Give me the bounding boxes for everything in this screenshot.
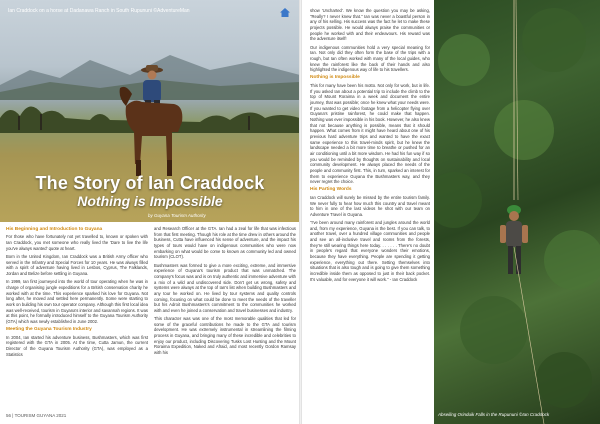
section-heading: Meeting the Guyana Tourism Industry [6, 327, 92, 333]
photo-caption: Abseiling Orinduik Falls in the Rupununi ©Ian Craddock [438, 412, 550, 417]
paragraph: Ian Craddock will surely be missed by the entire tourism family. We never fully to hear how much this country and travel meant to him in one of the last videos he shot with our team on Adventure Travel in Guyana. [310, 194, 430, 217]
horse-rider-figure [112, 62, 192, 182]
left-columns [6, 226, 296, 411]
paragraph: and Research Officer at the GTA. Ian had a zeal for life that was infectious from that first meeting. Though his role at the time drew in others around the business, Cutta have influenced his sense of adventure, and the impact his types of tours would have on indigenous communities who were now embarking on what would be come to known as community led and owned tourism (CLOT). [154, 226, 296, 260]
paragraph: Born in the United Kingdom, Ian Craddock was a British Army officer who served in the Infantry and Special Forces for 10 years. He was always filled with a spirit of adventure having lived in Lesbos, Cyprus, The Falklands, Jordan and Belize before settling in Guyana. [6, 253, 148, 276]
page-spine [299, 0, 302, 424]
byline: by Guyana Tourism Authority [148, 213, 206, 218]
abseiling-photo [434, 0, 600, 424]
home-icon[interactable] [280, 8, 290, 17]
article-title: The Story of Ian Craddock [35, 173, 265, 193]
hero-photo [0, 0, 300, 222]
paragraph: For those who have fortunately not yet travelled to, known or spoken with Ian Craddock, you met someone who really lived the 'Dare to live the life you've always wanted' quote at heart. [6, 234, 148, 251]
left-column-2 [154, 226, 296, 411]
section-heading: His Parting Words [310, 187, 352, 193]
section-heading: His Beginning and Introduction to Guyana [6, 227, 103, 232]
paragraph: This character was was one of the most memorable qualities that led for some of the graceful contributions he made to the GTA and tourism development. He was extremely instrumental in streamlining the filming process in Guyana, and bringing many of these incredible and celebrities to enjoy our product, including Discovering Tusks Lost Hunting and the Mount Roraima Expedition, Naked and Afraid, and most recently Gordon Ramsay with his [154, 316, 296, 356]
paragraph: This for many have been his motto. Not only for work, but in life. If you asked Ian about a potential trip to include the climb to the top of Mount Roraima in a week and document the entire journey, that was possible; once he knew what your needs were. If you wanted to get video footage from a helicopter flying over Guyana's pristine rainforest, he could make that happen. Nothing was ever impossible in his book. However, he also knew that not because anything is possible, means that it should happen. What comes from it might have heard about one of his previous hard adventure trips and wanted to have the exact same experience to this travel-minds spirit, but he knew the landscape needed a bit more time to breathe or pushed for an air conditioning until a bit more wisdom. He had his fun way if so you would be reminded by thoughts on sustainability and local community development. He always placed the needs of the people and community first. This, in turn, sparked an interest for them to experience Guyana the Bushmasters way, and they never regret the choice. [310, 82, 430, 185]
paragraph: Our indigenous communities hold a very special meaning for Ian. Not only did they often form the base of the trips with a rough, but Ian often worked with many of the local guides, who knew the rainforest like the back of their hands and also highlighted the indigenous way of life to his travellers. [310, 44, 430, 73]
paragraph: show 'Uncharted'. We know the question you may be asking, "Really? I never knew that." Ian was never a boastful person in any of his selling. His success was the fact he let to make these projects possible. He would always praise the communities or people he worked with and their endeavours. His reward was the adventure itself! [310, 8, 430, 42]
abseiling-scene [434, 0, 600, 424]
paragraph: In 1999, Ian first journeyed into the world of tour operating when he was in charge of organising jungle expeditions for a British conservation charity he worked with at the time. This experience sparked his love for Guyana. Not long after, he moved and settled here permanently. Some were starting to work on building his own tour operator company. Although this first local idea was well-received, tourism in Guyana's interior and savannah regions. It was at this point, he formally introduced himself to the Guyana Tourism Authority (GTA) which was newly established in June 2002. [6, 279, 148, 324]
paragraph: In 2004, Ian started his adventure business, Bushmasters, which was first registered with the GTA in 2005. At the time, Cutta Jamun, the current Director of the Guyana Tourism Authority (GTA), was employed as a Statistics [6, 334, 148, 357]
page-number: 56 [6, 413, 12, 418]
left-column-1 [6, 226, 148, 411]
section-heading: Nothing is Impossible [310, 75, 360, 81]
page-footer: 56 | TOURISM GUYANA 2021 [6, 413, 67, 418]
magazine-name: TOURISM GUYANA 2021 [14, 413, 67, 418]
right-column [310, 8, 430, 418]
article-subtitle: Nothing is Impossible [77, 193, 223, 209]
hero-caption: Ian Craddock on a horse at Dadanawa Ranch in South Rupununi ©AdventureMan [8, 8, 190, 14]
paragraph: Bushmasters was formed to give a more exciting, extreme, and immersive experience of Guyana's tourism product that was unmatched. The company's focus was and is on truly authentic and immersive adventure with a mix of a wild and undiscovered side. Don't get us wrong, safety and systems were always at the top of Ian's list when building Bushmasters and any tour he worked on. He lived by tour systems and quality controls coming, focusing on what could be done to meet the needs of the traveller but his Adroit Bushmasters's commitment to the communities he worked with and even he joined a conservation and travel businesses and industry. [154, 262, 296, 313]
paragraph: "I've been around many rainforest and jungles around the world and, from my experience, Guyana is the best. If you can talk, to another travel, over a hundred village communities and people and see an all-inclusive travel and rooms from the forests, they're still wearing things here today. . . . . . . There's no doubt in people's regard that everyone wonders their emotions, because they have everything. People are spending it getting experience, everything out there. Setting themselves into situations that is also tough and is going to give them something incredible inside them as opposed to just in their back pocket. It's valuable, and for everyone it will work." - Ian Craddock [310, 220, 430, 282]
